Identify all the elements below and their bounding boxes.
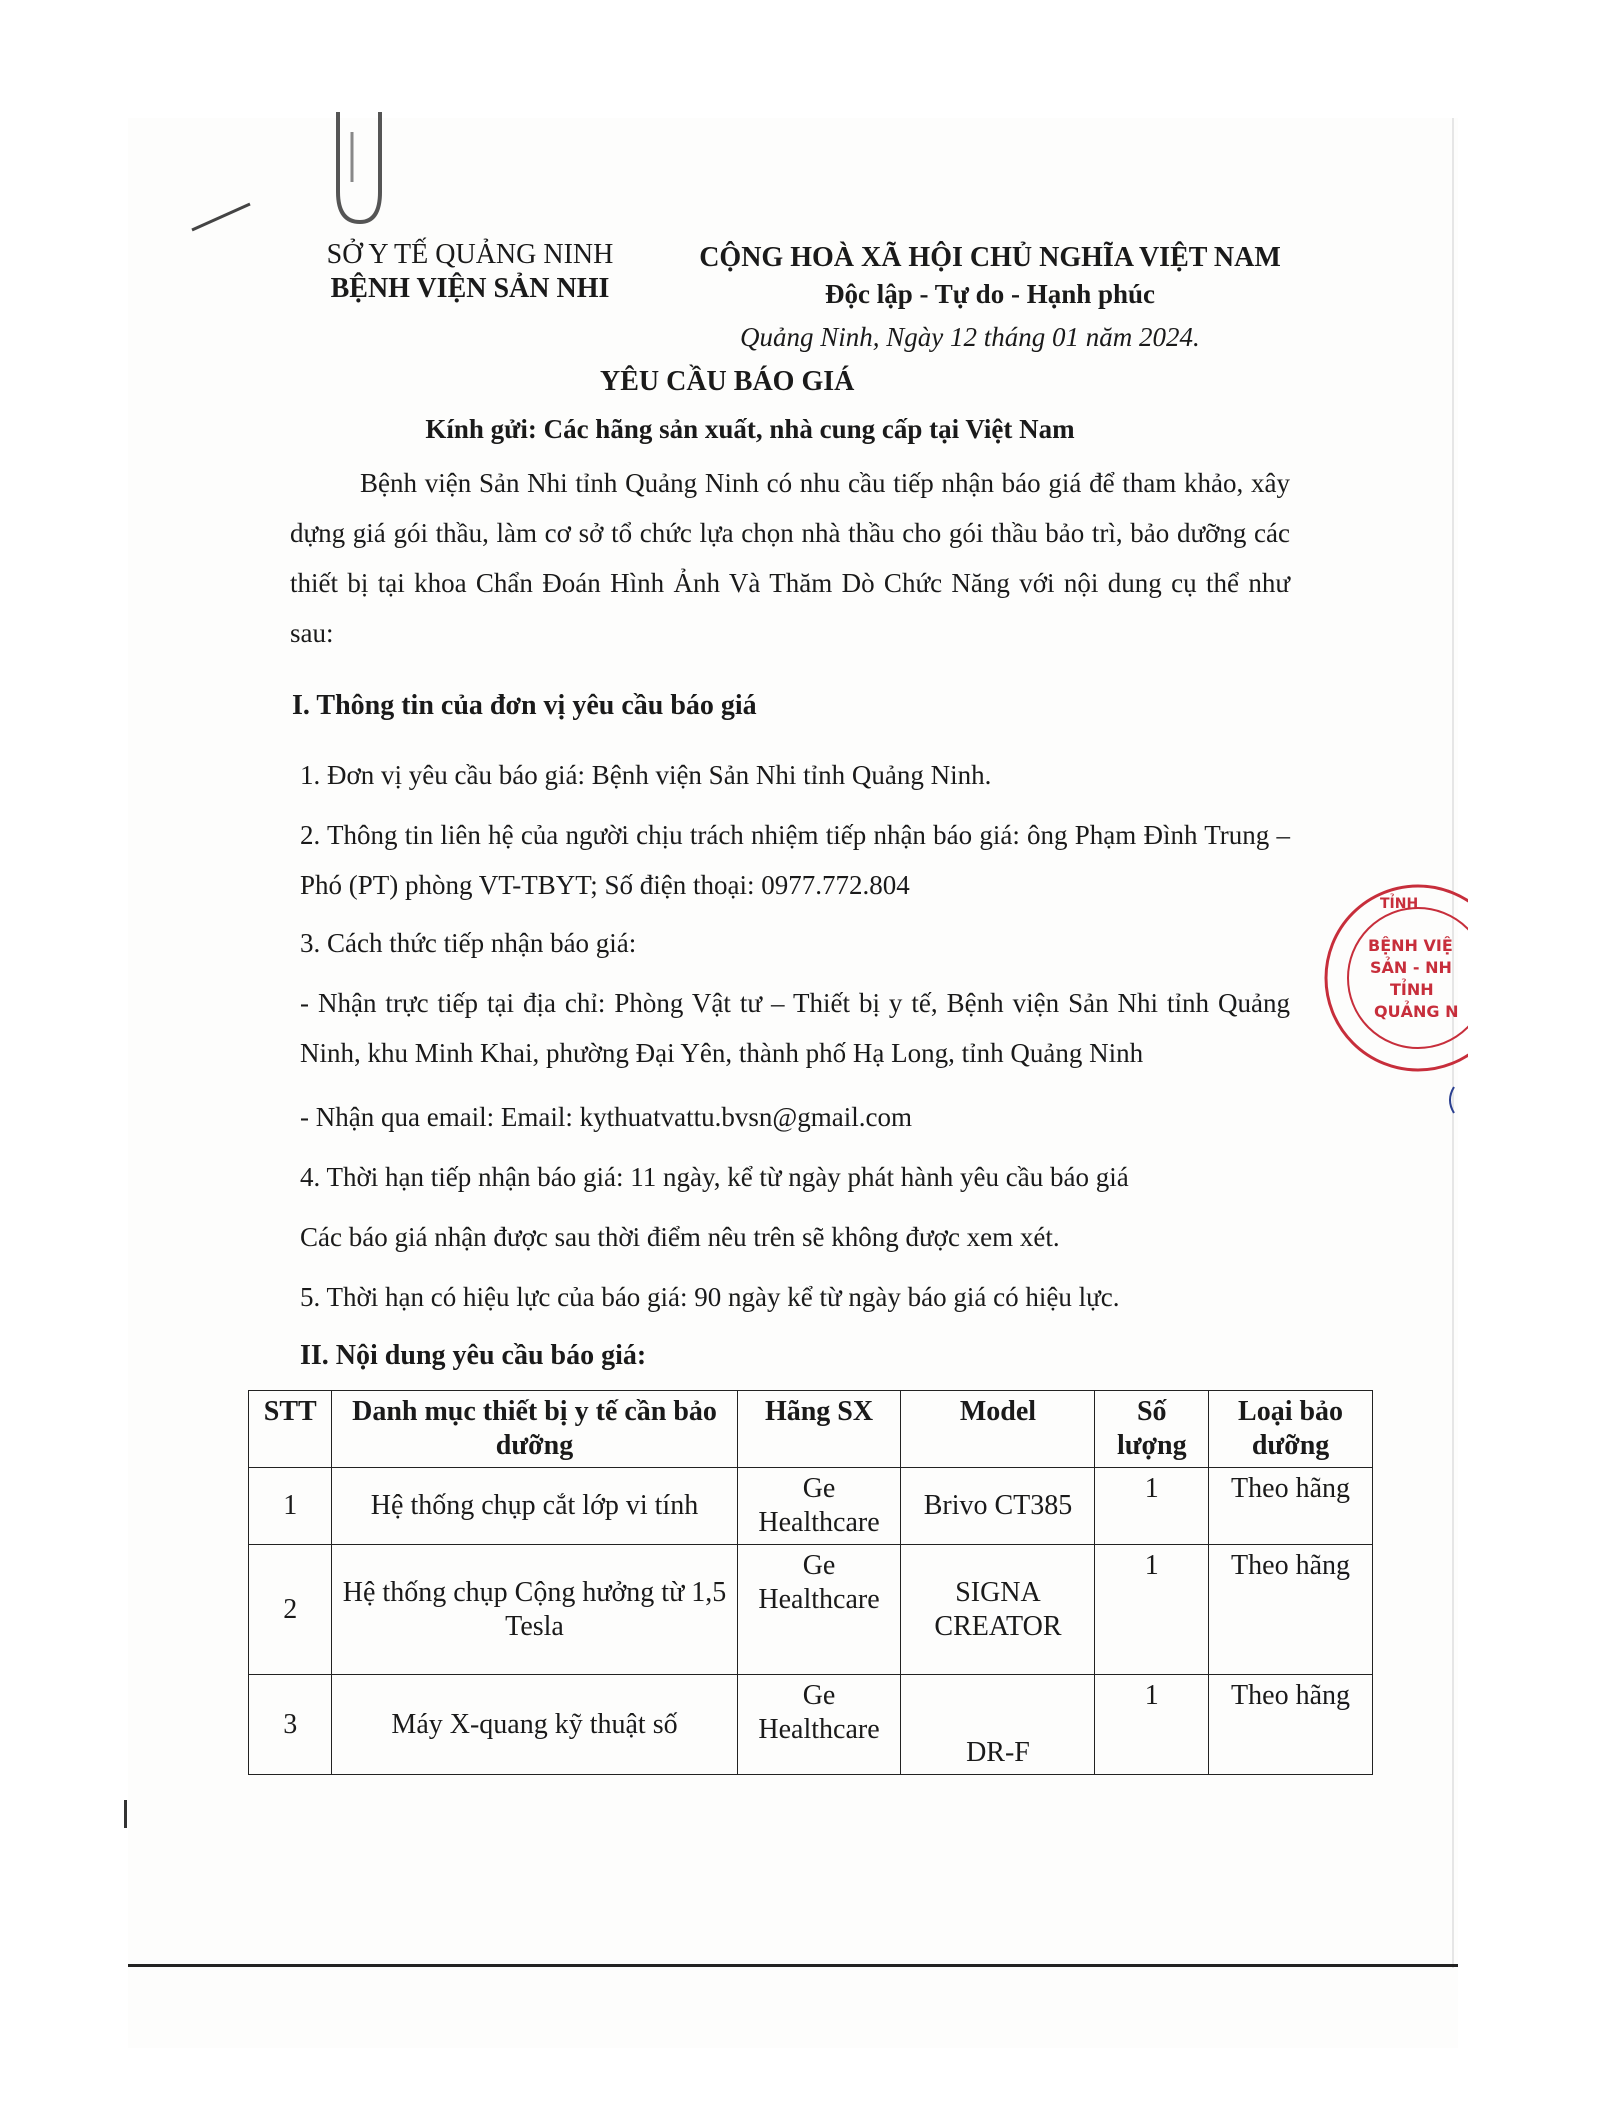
cell-model: SIGNA CREATOR [901,1545,1095,1675]
margin-mark [124,1800,127,1828]
cell-maker: Ge Healthcare [737,1675,901,1775]
cell-type: Theo hãng [1209,1675,1373,1775]
ink-mark [1446,1085,1456,1115]
seal-text-line-2: SẢN - NH [1370,958,1452,977]
cell-stt: 3 [249,1675,332,1775]
cell-qty: 1 [1095,1545,1209,1675]
section-1-item-1: 1. Đơn vị yêu cầu báo giá: Bệnh viện Sản Nhi tỉnh Quảng Ninh. [300,760,992,790]
cell-stt: 1 [249,1468,332,1545]
section-1-item-5: 5. Thời hạn có hiệu lực của báo giá: 90 ngày kể từ ngày báo giá có hiệu lực. [300,1282,1120,1312]
cell-name: Hệ thống chụp cắt lớp vi tính [332,1468,737,1545]
hospital-seal-stamp [1318,878,1468,1078]
document-title: YÊU CẦU BÁO GIÁ [600,366,855,397]
cell-type: Theo hãng [1209,1545,1373,1675]
section-1-item-3: 3. Cách thức tiếp nhận báo giá: [300,928,637,958]
cell-model: DR-F [901,1675,1095,1775]
table-row [249,1468,1373,1545]
section-1-item-3b: - Nhận qua email: Email: kythuatvattu.bvsn@gmail.com [300,1102,912,1132]
cell-maker: Ge Healthcare [737,1545,901,1675]
seal-text-line-1: BỆNH VIỆ [1368,936,1453,955]
equipment-table [248,1390,1373,1775]
page-bottom-rule [128,1964,1458,1967]
header-right-block [680,240,1300,312]
section-1-item-4: 4. Thời hạn tiếp nhận báo giá: 11 ngày, kể từ ngày phát hành yêu cầu báo giá [300,1162,1129,1192]
seal-text-line-3: TỈNH [1390,980,1434,999]
col-qty-header: Số lượng [1095,1391,1209,1468]
cell-qty: 1 [1095,1468,1209,1545]
addressee-line: Kính gửi: Các hãng sản xuất, nhà cung cấp tại Việt Nam [425,414,1075,444]
section-1-heading: I. Thông tin của đơn vị yêu cầu báo giá [292,690,757,721]
section-2-heading: II. Nội dung yêu cầu báo giá: [300,1340,647,1371]
seal-top-text: TỈNH [1380,896,1419,912]
intro-paragraph: Bệnh viện Sản Nhi tỉnh Quảng Ninh có nhu cầu tiếp nhận báo giá để tham khảo, xây dựng giá gói thầu, làm cơ sở tổ chức lựa chọn nhà thầu cho gói thầu bảo trì, bảo dưỡng các thiết bị tại khoa Chẩn Đoán Hình Ảnh Và Thăm Dò Chức Năng với nội dung cụ thể như sau: [290,468,1290,648]
cell-qty: 1 [1095,1675,1209,1775]
pen-stroke-mark [190,196,260,236]
table-row [249,1675,1373,1775]
cell-model: Brivo CT385 [901,1468,1095,1545]
col-name-header: Danh mục thiết bị y tế cần bảo dưỡng [332,1391,737,1468]
department-name: SỞ Y TẾ QUẢNG NINH [326,239,614,270]
section-1-item-3a: - Nhận trực tiếp tại địa chỉ: Phòng Vật tư – Thiết bị y tế, Bệnh viện Sản Nhi tỉnh Quảng Ninh, khu Minh Khai, phường Đại Yên, thành phố Hạ Long, tỉnh Quảng Ninh [300,988,1290,1068]
section-1-item-2: 2. Thông tin liên hệ của người chịu trách nhiệm tiếp nhận báo giá: ông Phạm Đình Trung – Phó (PT) phòng VT-TBYT; Số điện thoại: 0977.772.804 [300,820,1290,900]
col-type-header: Loại bảo dưỡng [1209,1391,1373,1468]
document-date: Quảng Ninh, Ngày 12 tháng 01 năm 2024. [740,322,1200,352]
seal-text-line-4: QUẢNG N [1374,1002,1459,1021]
header-left-block [300,238,640,306]
col-maker-header: Hãng SX [737,1391,901,1468]
hospital-name: BỆNH VIỆN SẢN NHI [330,273,610,304]
cell-name: Hệ thống chụp Cộng hưởng từ 1,5 Tesla [332,1545,737,1675]
paper-clip-icon [330,112,390,232]
nation-title: CỘNG HOÀ XÃ HỘI CHỦ NGHĨA VIỆT NAM [699,242,1281,273]
col-stt-header: STT [249,1391,332,1468]
cell-type: Theo hãng [1209,1468,1373,1545]
cell-maker: Ge Healthcare [737,1468,901,1545]
cell-name: Máy X-quang kỹ thuật số [332,1675,737,1775]
table-header-row [249,1391,1373,1468]
national-motto: Độc lập - Tự do - Hạnh phúc [824,279,1156,309]
section-1-item-4-note: Các báo giá nhận được sau thời điểm nêu trên sẽ không được xem xét. [300,1222,1060,1252]
table-row [249,1545,1373,1675]
col-model-header: Model [901,1391,1095,1468]
cell-stt: 2 [249,1545,332,1675]
